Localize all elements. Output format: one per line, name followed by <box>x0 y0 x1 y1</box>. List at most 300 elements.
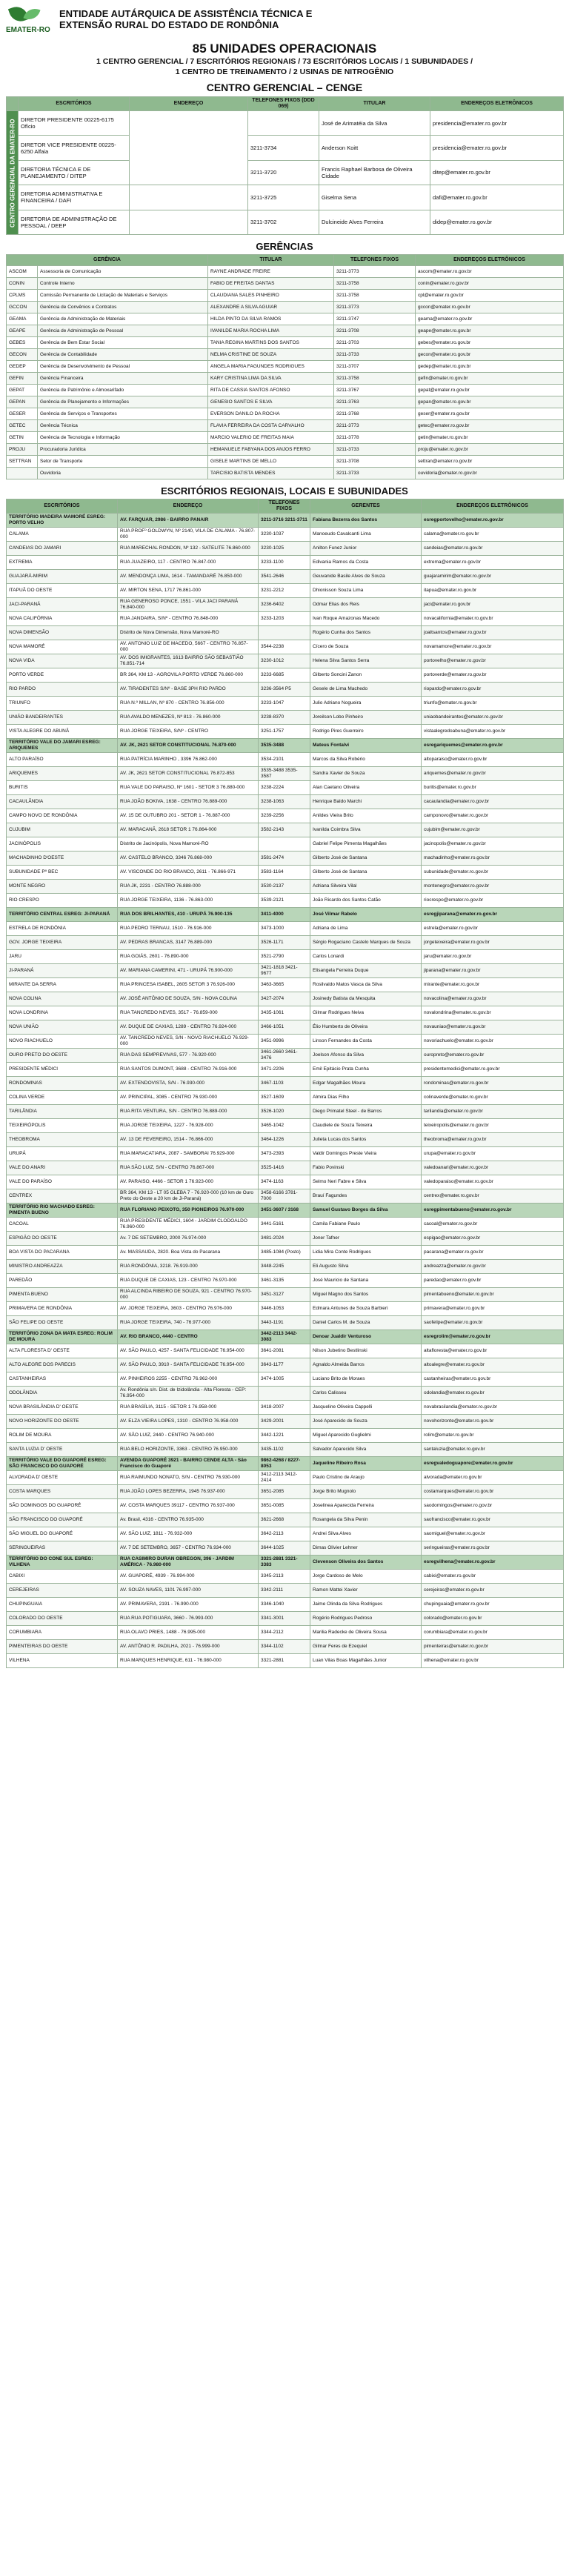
local-manager: Élio Humberto de Oliveira <box>310 1020 422 1035</box>
local-manager: Selmo Neri Fabre e Silva <box>310 1175 422 1189</box>
local-phone: 3230-1037 <box>259 528 310 542</box>
local-office: ALVORADA D' OESTE <box>7 1471 118 1485</box>
local-phone: 3651-2085 <box>259 1485 310 1499</box>
local-office: CASTANHEIRAS <box>7 1372 118 1387</box>
region-phone: 3411-4000 <box>259 908 310 922</box>
gerencia-name: Gerência de Planejamento e Informações <box>38 396 208 408</box>
local-email[interactable]: paredao@emater.ro.gov.br <box>422 1274 564 1288</box>
local-office: NOVA DIMENSÃO <box>7 626 118 640</box>
region-email[interactable]: esregvilhena@emater.ro.gov.br <box>422 1556 564 1570</box>
region-address: RUA FLORIANO PEIXOTO, 350 PIONEIROS 76.970-000 <box>118 1204 259 1218</box>
gerencias-title: GERÊNCIAS <box>256 241 313 252</box>
local-office: MONTE NEGRO <box>7 880 118 894</box>
local-address: RUA PATRÍCIA MARINHO , 3396 76.862-000 <box>118 753 259 767</box>
local-email[interactable]: vilhena@emater.ro.gov.br <box>422 1654 564 1668</box>
local-email[interactable]: saofelipe@emater.ro.gov.br <box>422 1316 564 1330</box>
local-manager: Marilia Radecke de Oliveira Sousa <box>310 1626 422 1640</box>
local-email[interactable]: presidentemedici@emater.ro.gov.br <box>422 1063 564 1077</box>
local-email[interactable]: subunidade@emater.ro.gov.br <box>422 866 564 880</box>
local-email[interactable]: triunfo@emater.ro.gov.br <box>422 697 564 711</box>
local-office: ALTA FLORESTA D' OESTE <box>7 1344 118 1358</box>
local-manager: Adriana de Lima <box>310 922 422 936</box>
local-office: JACI-PARANÁ <box>7 598 118 612</box>
gerencia-email[interactable]: gedep@emater.ro.gov.br <box>416 361 564 373</box>
gerencia-email[interactable]: gepat@emater.ro.gov.br <box>416 385 564 396</box>
gerencia-email[interactable]: ascom@emater.ro.gov.br <box>416 266 564 278</box>
local-manager: José Aparecido de Souza <box>310 1415 422 1429</box>
local-email[interactable]: castanheiras@emater.ro.gov.br <box>422 1372 564 1387</box>
gerencia-name: Gerência de Administração de Materiais <box>38 313 208 325</box>
local-address: AV. SOUZA NAVES, 1101 76.997-000 <box>118 1584 259 1598</box>
region-manager: Mateus Fontalvi <box>310 739 422 753</box>
region-email[interactable]: esregjiparana@emater.ro.gov.br <box>422 908 564 922</box>
local-phone: 3582-2143 <box>259 823 310 837</box>
local-address: RUA JOÃO BOKIVA, 1638 - CENTRO 76.889-000 <box>118 795 259 809</box>
local-email[interactable]: cujubim@emater.ro.gov.br <box>422 823 564 837</box>
local-office-row <box>7 1049 564 1063</box>
local-email[interactable]: candeias@emater.ro.gov.br <box>422 542 564 556</box>
local-phone: 3421-1818 3421-9677 <box>259 964 310 978</box>
local-email[interactable]: valedoanari@emater.ro.gov.br <box>422 1161 564 1175</box>
gerencia-row <box>7 456 564 468</box>
local-email[interactable]: valedoparaiso@emater.ro.gov.br <box>422 1175 564 1189</box>
gerencia-holder: NELMA CRISTINE DE SOUZA <box>208 349 334 361</box>
gerencia-email[interactable]: conin@emater.ro.gov.br <box>416 278 564 290</box>
local-office-row <box>7 1020 564 1035</box>
local-phone: 3534-2101 <box>259 753 310 767</box>
local-email[interactable]: espigao@emater.ro.gov.br <box>422 1232 564 1246</box>
local-office-row <box>7 1584 564 1598</box>
gerencia-row <box>7 468 564 479</box>
local-email[interactable]: portovelho@emater.ro.gov.br <box>422 654 564 668</box>
local-office-row <box>7 1147 564 1161</box>
units-line-2: 1 CENTRO DE TREINAMENTO / 2 USINAS DE NITROGÊNIO <box>175 67 394 76</box>
local-email[interactable]: teixeiropolis@emater.ro.gov.br <box>422 1119 564 1133</box>
local-office: BOA VISTA DO PACARANA <box>7 1246 118 1260</box>
local-phone: 3443-1191 <box>259 1316 310 1330</box>
local-office-row <box>7 1401 564 1415</box>
local-email[interactable]: portoverde@emater.ro.gov.br <box>422 668 564 683</box>
local-office: JARU <box>7 950 118 964</box>
local-email[interactable]: andreazza@emater.ro.gov.br <box>422 1260 564 1274</box>
region-header-row <box>7 1457 564 1471</box>
local-address: AV. 15 DE OUTUBRO 201 - SETOR 1 - 76.887-000 <box>118 809 259 823</box>
local-office: COLORADO DO OESTE <box>7 1612 118 1626</box>
local-email[interactable]: cacoal@emater.ro.gov.br <box>422 1218 564 1232</box>
local-phone: 3441-5161 <box>259 1218 310 1232</box>
local-phone: 3464-1226 <box>259 1133 310 1147</box>
local-email[interactable]: primavera@emater.ro.gov.br <box>422 1302 564 1316</box>
gerencia-holder: CLAUDIANA SALES PINHEIRO <box>208 290 334 302</box>
gerencias-header: TITULAR <box>208 255 334 266</box>
local-phone: 3230-1025 <box>259 542 310 556</box>
local-email[interactable]: riopardo@emater.ro.gov.br <box>422 683 564 697</box>
local-manager: Miguel Magno dos Santos <box>310 1288 422 1302</box>
local-phone: 3233-1203 <box>259 612 310 626</box>
local-address: RUA OLAVO PRIES, 1488 - 76.995-000 <box>118 1626 259 1640</box>
local-address: Av. Brasil, 4316 - CENTRO 76.935-000 <box>118 1513 259 1527</box>
local-office: RONDOMINAS <box>7 1077 118 1091</box>
local-address: RUA MARQUES HENRIQUE, 611 - 76.980-000 <box>118 1654 259 1668</box>
local-office-row <box>7 1654 564 1668</box>
local-office: ALTO ALEGRE DOS PARECIS <box>7 1358 118 1372</box>
local-phone: 3342-2111 <box>259 1584 310 1598</box>
region-email[interactable]: esregpimentabueno@emater.ro.gov.br <box>422 1204 564 1218</box>
local-phone <box>259 1387 310 1401</box>
local-manager: Eli Augusto Silva <box>310 1260 422 1274</box>
gerencia-holder: FLAVIA FERREIRA DA COSTA CARVALHO <box>208 420 334 432</box>
gerencia-email[interactable]: gebes@emater.ro.gov.br <box>416 337 564 349</box>
local-email[interactable]: novoriachuelo@emater.ro.gov.br <box>422 1035 564 1049</box>
local-email[interactable]: ouropreto@emater.ro.gov.br <box>422 1049 564 1063</box>
local-office-row <box>7 1246 564 1260</box>
gerencia-holder: FABIO DE FREITAS DANTAS <box>208 278 334 290</box>
gerencia-row <box>7 373 564 385</box>
local-email[interactable]: cacaulandia@emater.ro.gov.br <box>422 795 564 809</box>
local-office-row <box>7 1485 564 1499</box>
cenge-holder: Giselma Sena <box>319 185 430 210</box>
local-office-row <box>7 1274 564 1288</box>
local-email[interactable]: cerejeiras@emater.ro.gov.br <box>422 1584 564 1598</box>
local-email[interactable]: uniaobandeirantes@emater.ro.gov.br <box>422 711 564 725</box>
gerencia-code: GETIN <box>7 432 38 444</box>
local-address: AV. MARACANÃ, 2618 SETOR 1 76.864-000 <box>118 823 259 837</box>
local-office: VALE DO ANARI <box>7 1161 118 1175</box>
local-phone: 3481-2024 <box>259 1232 310 1246</box>
gerencia-code: GEPAN <box>7 396 38 408</box>
local-office-row <box>7 795 564 809</box>
local-address: AV. MIRTON SENA, 1717 76.861-000 <box>118 584 259 598</box>
local-email[interactable]: guajaramirim@emater.ro.gov.br <box>422 570 564 584</box>
local-phone: 3238-2224 <box>259 781 310 795</box>
region-email[interactable]: esregariquemes@emater.ro.gov.br <box>422 739 564 753</box>
local-office-row <box>7 570 564 584</box>
regionais-header: ESCRITÓRIOS <box>7 499 118 514</box>
gerencia-holder: GENESIO SANTOS E SILVA <box>208 396 334 408</box>
local-phone: 3446-1053 <box>259 1302 310 1316</box>
region-office: TERRITÓRIO ZONA DA MATA ESREG: ROLIM DE MOURA <box>7 1330 118 1344</box>
local-office-row <box>7 852 564 866</box>
region-email[interactable]: esregrolim@emater.ro.gov.br <box>422 1330 564 1344</box>
local-address: Av. 7 DE SETEMBRO, 2000 76.974-000 <box>118 1232 259 1246</box>
local-office-row <box>7 1372 564 1387</box>
local-phone: 3344-1102 <box>259 1640 310 1654</box>
local-email[interactable]: mirante@emater.ro.gov.br <box>422 978 564 992</box>
cenge-header: ESCRITÓRIOS <box>19 97 130 111</box>
local-office-row <box>7 1077 564 1091</box>
local-phone: 3473-2393 <box>259 1147 310 1161</box>
local-address: AV. GUAPORÉ, 4939 - 76.994-000 <box>118 1570 259 1584</box>
local-manager: Sérgio Rogaciano Castelo Marques de Souza <box>310 936 422 950</box>
region-email[interactable]: esregvaledoguapore@emater.ro.gov.br <box>422 1457 564 1471</box>
local-manager: Joreilson Lobo Pinheiro <box>310 711 422 725</box>
local-office: CEREJEIRAS <box>7 1584 118 1598</box>
local-email[interactable]: rolim@emater.ro.gov.br <box>422 1429 564 1443</box>
local-office-row <box>7 1161 564 1175</box>
local-office-row <box>7 1598 564 1612</box>
local-email[interactable]: novamamore@emater.ro.gov.br <box>422 640 564 654</box>
local-email[interactable]: alvorada@emater.ro.gov.br <box>422 1471 564 1485</box>
local-manager: Gilberto José de Santana <box>310 866 422 880</box>
local-manager: Diego Primatel Steel - de Barros <box>310 1105 422 1119</box>
local-manager: Jorge Brito Mugnolo <box>310 1485 422 1499</box>
local-email[interactable]: pimenteiras@emater.ro.gov.br <box>422 1640 564 1654</box>
local-email[interactable]: cabixi@emater.ro.gov.br <box>422 1570 564 1584</box>
gerencias-table <box>6 254 564 479</box>
gerencia-email[interactable]: cpl@emater.ro.gov.br <box>416 290 564 302</box>
local-office: ODOLÂNDIA <box>7 1387 118 1401</box>
local-email[interactable]: theobroma@emater.ro.gov.br <box>422 1133 564 1147</box>
cenge-phone: 3211-3725 <box>248 185 319 210</box>
local-office: CAMPO NOVO DE RONDÔNIA <box>7 809 118 823</box>
local-address: AV. PRIMAVERA, 2191 - 76.990-000 <box>118 1598 259 1612</box>
local-office-row <box>7 556 564 570</box>
units-title: 85 UNIDADES OPERACIONAIS <box>192 42 377 56</box>
local-email[interactable]: urupa@emater.ro.gov.br <box>422 1147 564 1161</box>
local-email[interactable]: rondominas@emater.ro.gov.br <box>422 1077 564 1091</box>
local-email[interactable]: chupinguaia@emater.ro.gov.br <box>422 1598 564 1612</box>
gerencia-email[interactable]: gccon@emater.ro.gov.br <box>416 302 564 313</box>
local-email[interactable]: extrema@emater.ro.gov.br <box>422 556 564 570</box>
gerencia-email[interactable]: ouvidoria@emater.ro.gov.br <box>416 468 564 479</box>
local-email[interactable]: camponovo@emater.ro.gov.br <box>422 809 564 823</box>
local-office-row <box>7 894 564 908</box>
local-office: THEOBROMA <box>7 1133 118 1147</box>
gerencia-email[interactable]: gecon@emater.ro.gov.br <box>416 349 564 361</box>
gerencia-email[interactable]: geama@emater.ro.gov.br <box>416 313 564 325</box>
local-office: SERINGUEIRAS <box>7 1541 118 1556</box>
regionais-table <box>6 499 564 1668</box>
gerencia-code: PROJU <box>7 444 38 456</box>
local-email[interactable]: jacinopolis@emater.ro.gov.br <box>422 837 564 852</box>
local-email[interactable]: novacalifornia@emater.ro.gov.br <box>422 612 564 626</box>
local-office-row <box>7 626 564 640</box>
local-office-row <box>7 767 564 781</box>
local-manager: Rogério Cunha dos Santos <box>310 626 422 640</box>
local-address: Av. MASSAUDA, 2820. Boa Vista do Pacarana <box>118 1246 259 1260</box>
local-office-row <box>7 1570 564 1584</box>
local-email[interactable]: novohorizonte@emater.ro.gov.br <box>422 1415 564 1429</box>
cenge-corner <box>7 97 19 111</box>
local-phone: 3344-2112 <box>259 1626 310 1640</box>
local-phone: 3345-2113 <box>259 1570 310 1584</box>
region-address: RUA CASIMIRO DURAN OBREGON, 396 - JARDIM AMÉRICA - 76.980-000 <box>118 1556 259 1570</box>
gerencia-email[interactable]: settran@emater.ro.gov.br <box>416 456 564 468</box>
local-office: EXTREMA <box>7 556 118 570</box>
local-office: CHUPINGUAIA <box>7 1598 118 1612</box>
local-email[interactable]: novalondrina@emater.ro.gov.br <box>422 1006 564 1020</box>
region-manager: Samuel Gustavo Borges da Silva <box>310 1204 422 1218</box>
local-phone: 3448-2245 <box>259 1260 310 1274</box>
local-address: BR 364, KM 13 - AGROVILA PORTO VERDE 76.860-000 <box>118 668 259 683</box>
local-office: CANDEIAS DO JAMARI <box>7 542 118 556</box>
local-address: AV. TIRADENTES S/Nº - BASE 3PH RIO PARDO <box>118 683 259 697</box>
local-address: AV. DOS IMIGRANTES, 1613 BAIRRO SÃO SEBASTIÃO 76.851-714 <box>118 654 259 668</box>
local-phone: 3473-1000 <box>259 922 310 936</box>
gerencia-phone: 3211-3763 <box>334 396 416 408</box>
local-phone: 3442-1221 <box>259 1429 310 1443</box>
local-manager: Paulo Cristino de Araujo <box>310 1471 422 1485</box>
gerencia-email[interactable]: gepan@emater.ro.gov.br <box>416 396 564 408</box>
gerencia-holder: KARY CRISTINA LIMA DA SILVA <box>208 373 334 385</box>
local-email[interactable]: jorgeteixeira@emater.ro.gov.br <box>422 936 564 950</box>
local-address: AV. CASTELO BRANCO, 3346 76.868-000 <box>118 852 259 866</box>
local-manager: Rogério Rodrigues Pedroso <box>310 1612 422 1626</box>
cenge-office: DIRETOR PRESIDENTE 00225-6175 Ofício <box>19 111 130 136</box>
local-email[interactable]: saodomingos@emater.ro.gov.br <box>422 1499 564 1513</box>
local-email[interactable]: colinaverde@emater.ro.gov.br <box>422 1091 564 1105</box>
local-email[interactable]: jiparana@emater.ro.gov.br <box>422 964 564 978</box>
local-office-row <box>7 1063 564 1077</box>
local-email[interactable]: buritis@emater.ro.gov.br <box>422 781 564 795</box>
local-address: AV. 7 DE SETEMBRO, 3657 - CENTRO 76.934-000 <box>118 1541 259 1556</box>
region-address: AV. RIO BRANCO, 4440 - CENTRO <box>118 1330 259 1344</box>
local-office-row <box>7 654 564 668</box>
cenge-email[interactable]: presidencia@emater.ro.gov.br <box>430 136 564 160</box>
local-manager: Gabriel Felipe Pimenta Magalhães <box>310 837 422 852</box>
gerencia-name: Gerência de Contabilidade <box>38 349 208 361</box>
local-email[interactable]: ariquemes@emater.ro.gov.br <box>422 767 564 781</box>
local-address: Distrito de Jacinópolis, Nova Mamoré-RO <box>118 837 259 852</box>
local-office: SÃO FELIPE DO OESTE <box>7 1316 118 1330</box>
local-manager: Luciano Brito de Moraes <box>310 1372 422 1387</box>
local-email[interactable]: saofrancisco@emater.ro.gov.br <box>422 1513 564 1527</box>
local-email[interactable]: santaluzia@emater.ro.gov.br <box>422 1443 564 1457</box>
gerencia-code: GETEC <box>7 420 38 432</box>
region-email[interactable]: esregportovelho@emater.ro.gov.br <box>422 514 564 528</box>
local-manager: Edivania Ramos da Costa <box>310 556 422 570</box>
local-email[interactable]: colorado@emater.ro.gov.br <box>422 1612 564 1626</box>
cenge-email[interactable]: didep@emater.ro.gov.br <box>430 210 564 234</box>
local-email[interactable]: costamarques@emater.ro.gov.br <box>422 1485 564 1499</box>
local-manager: Edgar Magalhães Moura <box>310 1077 422 1091</box>
local-manager: Gilmar Feres de Ezequiel <box>310 1640 422 1654</box>
local-email[interactable]: novacolina@emater.ro.gov.br <box>422 992 564 1006</box>
local-phone: 3461-3135 <box>259 1274 310 1288</box>
local-email[interactable]: tarilandia@emater.ro.gov.br <box>422 1105 564 1119</box>
cenge-email[interactable]: ditep@emater.ro.gov.br <box>430 160 564 185</box>
local-office: PORTO VERDE <box>7 668 118 683</box>
cenge-email[interactable]: presidencia@emater.ro.gov.br <box>430 111 564 136</box>
local-email[interactable]: jaru@emater.ro.gov.br <box>422 950 564 964</box>
gerencia-email[interactable]: geape@emater.ro.gov.br <box>416 325 564 337</box>
local-address: RUA DAS SEMPREVIVAS, 577 - 76.920-000 <box>118 1049 259 1063</box>
gerencia-name: Ouvidoria <box>38 468 208 479</box>
local-office-row <box>7 1119 564 1133</box>
local-office-row <box>7 922 564 936</box>
local-phone: 3233-1047 <box>259 697 310 711</box>
local-email[interactable]: novauniao@emater.ro.gov.br <box>422 1020 564 1035</box>
local-phone: 3346-1040 <box>259 1598 310 1612</box>
local-email[interactable]: montenegro@emater.ro.gov.br <box>422 880 564 894</box>
local-office: RIO PARDO <box>7 683 118 697</box>
local-email[interactable]: altafloresta@emater.ro.gov.br <box>422 1344 564 1358</box>
gerencia-name: Gerência Financeira <box>38 373 208 385</box>
cenge-phone: 3211-3734 <box>248 136 319 160</box>
institution-line-2: EXTENSÃO RURAL DO ESTADO DE RONDÔNIA <box>59 19 279 30</box>
local-office: TRIUNFO <box>7 697 118 711</box>
local-email[interactable]: estrela@emater.ro.gov.br <box>422 922 564 936</box>
local-address: AV. ELZA VIEIRA LOPES, 1310 - CENTRO 76.958-000 <box>118 1415 259 1429</box>
gerencia-name: Gerência Técnica <box>38 420 208 432</box>
local-office-row <box>7 697 564 711</box>
gerencia-phone: 3211-3707 <box>334 361 416 373</box>
local-office: VISTA ALEGRE DO ABUNÃ <box>7 725 118 739</box>
local-email[interactable]: itapua@emater.ro.gov.br <box>422 584 564 598</box>
local-email[interactable]: altoparaiso@emater.ro.gov.br <box>422 753 564 767</box>
gerencia-holder: EVERSON DANILO DA ROCHA <box>208 408 334 420</box>
local-office: PIMENTEIRAS DO OESTE <box>7 1640 118 1654</box>
local-phone: 3474-1163 <box>259 1175 310 1189</box>
local-email[interactable]: vistaalegredoabuna@emater.ro.gov.br <box>422 725 564 739</box>
local-email[interactable]: pacarana@emater.ro.gov.br <box>422 1246 564 1260</box>
local-office-row <box>7 1006 564 1020</box>
gerencia-name: Gerência de Desenvolvimento de Pessoal <box>38 361 208 373</box>
local-address: RUA GOIÁS, 2601 - 76.890-000 <box>118 950 259 964</box>
gerencia-email[interactable]: geser@emater.ro.gov.br <box>416 408 564 420</box>
local-phone: 3231-2212 <box>259 584 310 598</box>
document-header <box>0 0 569 39</box>
local-email[interactable]: pimentabueno@emater.ro.gov.br <box>422 1288 564 1302</box>
summary-block <box>0 42 569 93</box>
local-email[interactable]: odolandia@emater.ro.gov.br <box>422 1387 564 1401</box>
local-email[interactable]: riocrespo@emater.ro.gov.br <box>422 894 564 908</box>
local-email[interactable]: centrex@emater.ro.gov.br <box>422 1189 564 1204</box>
local-office-row <box>7 1105 564 1119</box>
local-office: ESTRELA DE RONDÔNIA <box>7 922 118 936</box>
gerencia-code: SETTRAN <box>7 456 38 468</box>
local-email[interactable]: corumbiara@emater.ro.gov.br <box>422 1626 564 1640</box>
local-manager: João Ricardo dos Santos Catão <box>310 894 422 908</box>
local-email[interactable]: saomiguel@emater.ro.gov.br <box>422 1527 564 1541</box>
gerencia-email[interactable]: getin@emater.ro.gov.br <box>416 432 564 444</box>
local-office-row <box>7 668 564 683</box>
local-manager: Rosangela da Silva Penin <box>310 1513 422 1527</box>
local-office: VALE DO PARAÍSO <box>7 1175 118 1189</box>
cenge-email[interactable]: dafi@emater.ro.gov.br <box>430 185 564 210</box>
local-office-row <box>7 528 564 542</box>
local-address: AV. DUQUE DE CAXIAS, 1289 - CENTRO 76.924-000 <box>118 1020 259 1035</box>
local-email[interactable]: calama@emater.ro.gov.br <box>422 528 564 542</box>
gerencia-email[interactable]: getec@emater.ro.gov.br <box>416 420 564 432</box>
local-email[interactable]: seringueiras@emater.ro.gov.br <box>422 1541 564 1556</box>
cenge-address <box>130 185 248 210</box>
gerencia-phone: 3211-3778 <box>334 432 416 444</box>
local-manager: Dimas Olivier Lehner <box>310 1541 422 1556</box>
gerencia-holder: GISELE MARTINS DE MELLO <box>208 456 334 468</box>
gerencia-code: GEPAT <box>7 385 38 396</box>
local-office: CENTREX <box>7 1189 118 1204</box>
gerencia-email[interactable]: gefin@emater.ro.gov.br <box>416 373 564 385</box>
local-email[interactable]: novabrasilandia@emater.ro.gov.br <box>422 1401 564 1415</box>
local-manager: Gesele de Lima Machedo <box>310 683 422 697</box>
local-office: GUAJARÁ-MIRIM <box>7 570 118 584</box>
region-header-row <box>7 514 564 528</box>
local-phone: 3451-9996 <box>259 1035 310 1049</box>
local-email[interactable]: joaltsantos@emater.ro.gov.br <box>422 626 564 640</box>
local-phone <box>259 837 310 852</box>
local-phone: 3233-1100 <box>259 556 310 570</box>
local-office-row <box>7 992 564 1006</box>
local-email[interactable]: altoalegre@emater.ro.gov.br <box>422 1358 564 1372</box>
local-email[interactable]: machadinho@emater.ro.gov.br <box>422 852 564 866</box>
region-phone: 3321-2881 3321-3383 <box>259 1556 310 1570</box>
local-phone: 3581-2474 <box>259 852 310 866</box>
gerencia-email[interactable]: proju@emater.ro.gov.br <box>416 444 564 456</box>
local-phone: 3230-1012 <box>259 654 310 668</box>
region-phone: 3211-3716 3211-3711 <box>259 514 310 528</box>
local-email[interactable]: jaci@emater.ro.gov.br <box>422 598 564 612</box>
